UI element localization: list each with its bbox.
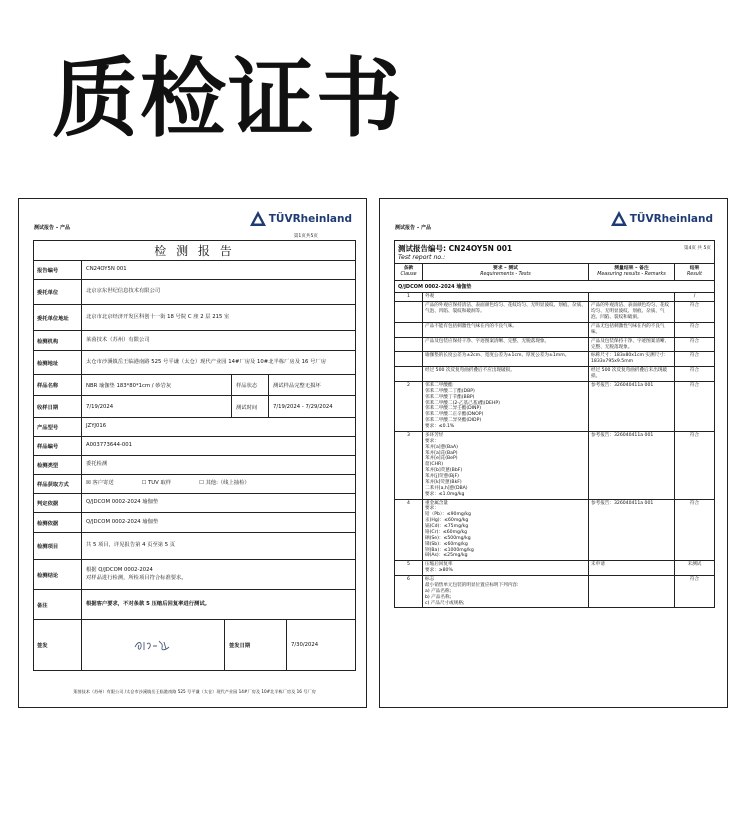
table-row (395, 500, 714, 562)
tuv-logo (611, 211, 713, 226)
row-remarks (34, 590, 355, 620)
cell-req: 瑜伽垫的长度公差为±2cm、宽度公差为±1cm、厚度公差为±1mm。 (423, 352, 589, 366)
cell-no: 6 (395, 576, 423, 607)
value: A003773644-001 (86, 442, 132, 449)
value (82, 560, 355, 589)
cell-meas: 标称尺寸：183x80x1cm 实测尺寸：1833x795x9.5mm (589, 352, 675, 366)
label: 检测地址 (34, 351, 82, 374)
checkbox-client-send: ☒ 客户寄送 (86, 480, 114, 487)
table-row (395, 323, 714, 338)
cell-no: 3 (395, 432, 423, 499)
row-sample-no (34, 437, 355, 456)
tuv-logo (250, 211, 352, 226)
table-row (395, 352, 714, 367)
label: 备注 (34, 590, 82, 619)
cell-meas: 参考报告：326040411a 001 (589, 382, 675, 431)
value: 共 5 项目，详见报告第 4 页至第 5 页 (86, 542, 176, 549)
headline-title: 质检证书 (52, 49, 404, 149)
table-row (395, 302, 714, 323)
value: 7/19/2024 - 7/29/2024 (273, 403, 333, 410)
cell-no (395, 367, 423, 381)
label: 检测类型 (34, 456, 82, 474)
conclusion-line: 对样品进行检测，所检项目符合标准要求。 (86, 574, 187, 581)
value: Q/JDCOM 0002-2024 瑜伽垫 (86, 518, 159, 525)
signature-cell (82, 620, 225, 670)
value: 根据客户要求，不对条款 5 压缩后回复率进行测试。 (86, 600, 210, 607)
cell-req: 重金属含量 要求： 铅（Pb）：≤90mg/kg 汞(Hg)：≤60mg/kg 镉(Cd)：≤75mg/kg 铬(Cr)：≤60mg/kg 硒(Se)：≤500mg/kg 锑(Sb)：≤60mg/kg 钡(Ba)：≤1000mg/kg 砷(As)：≤25mg/kg (423, 500, 589, 561)
header-requirements: 要求 – 测试 Requirements - Tests (423, 264, 589, 280)
label: 判定依据 (34, 494, 82, 512)
value: Q/JDCOM 0002-2024 瑜伽垫 (86, 499, 159, 506)
cell-no: 1 (395, 293, 423, 301)
value: 测试样品完整无损坏 (273, 383, 321, 389)
page-number: 第4页 共 5页 (683, 246, 711, 251)
cell-meas: 产品无包括刺激性气味在内的不良气味。 (589, 323, 675, 337)
cell-req: 产品不能有包括刺激性气味在内的不良气味。 (423, 323, 589, 337)
label: 样品获取方式 (34, 475, 82, 493)
report-page-1 (18, 198, 367, 708)
sample-method-options (82, 475, 355, 493)
row-conclusion (34, 560, 355, 590)
cell-meas: 产品的外观清洁、表面颜色均匀、花纹均匀、无明显波纹、划痕、杂质、气泡、凹陷、裂纹和破洞。 (589, 302, 675, 322)
row-lab-address (34, 351, 355, 375)
cell-no (395, 302, 423, 322)
cell-no (395, 352, 423, 366)
signature-image (133, 638, 173, 653)
row-lab (34, 331, 355, 351)
cell-no: 2 (395, 382, 423, 431)
cell-res: 符合 (689, 382, 700, 388)
table-row (395, 576, 714, 607)
table-row (395, 338, 714, 353)
cell-res: 符合 (689, 500, 700, 506)
label: 检测机构 (34, 331, 82, 350)
conclusion-line: 根据 Q/JDCOM 0002-2024 (86, 567, 153, 574)
results-table (394, 240, 715, 608)
cell-req: 产品的外观应保持清洁、表面颜色均匀、花纹均匀、无明显波纹、划痕、杂质、气泡、凹陷、裂纹和破洞等。 (423, 302, 589, 322)
cell-res: / (693, 294, 696, 300)
cell-res: 符合 (689, 432, 700, 438)
cell-meas: 产品及包装保持干净、字迹图案清晰、完整、无脱落现象。 (589, 338, 675, 352)
report-number (395, 241, 714, 254)
standard-name: Q/JDCOM 0002-2024 瑜伽垫 (395, 281, 714, 293)
header-measuring: 测量结果 – 备注 Measuring results - Remarks (589, 264, 675, 280)
row-report-no (34, 261, 355, 280)
value: 委托检测 (86, 461, 108, 468)
cell-res: 符合 (689, 353, 700, 359)
value: NBR 瑜伽垫 183*80*1cm / 砂岩灰 (82, 375, 232, 395)
page-number: 第1页共5页 (293, 234, 318, 239)
value: CN24OY5N 001 (86, 266, 127, 273)
cell-no (395, 323, 423, 337)
label: 检测项目 (34, 533, 82, 559)
row-test-type (34, 456, 355, 475)
label: 检测依据 (34, 513, 82, 532)
header-result: 结果 Result (686, 266, 703, 278)
top-label: 测试报告 – 产品 (34, 225, 70, 231)
row-client (34, 280, 355, 305)
table-row (395, 367, 714, 382)
report-number-en: Test report no.: (395, 254, 714, 264)
row-receive-date (34, 396, 355, 418)
cell-req: 邻苯二甲酸酯 邻苯二甲酸二丁酯(DBP) 邻苯二甲酸丁苄酯(BBP) 邻苯二甲酸二(2-乙基己基)酯(DEHP) 邻苯二甲酸二异壬酯(DINP) 邻苯二甲酸二正辛酯(DNOP) 邻苯二甲酸二异癸酯(DIDP) 要求：≤0.1% (423, 382, 589, 431)
label: 产品型号 (34, 418, 82, 436)
value: 7/19/2024 (82, 396, 232, 417)
cell-meas (589, 576, 675, 607)
cell-res: 符合 (689, 303, 700, 309)
value: 太仓市沙溪镇岳王临港南路 525 号平谦（太仓）现代产业园 14#厂房及 10#北半栋厂房及 16 号厂房 (86, 358, 326, 365)
cell-res: 符合 (689, 368, 700, 374)
cell-req: 经过 500 次反复弯曲折叠后不应出现破损。 (423, 367, 589, 381)
value: 北京市北京经济开发区科创十一街 18 号院 C 座 2 层 215 室 (86, 313, 230, 320)
row-model (34, 418, 355, 437)
value: 莱茵技术（苏州）有限公司 (86, 336, 150, 343)
checkbox-tuv-sampling: ☐ TUV 取样 (141, 480, 172, 487)
page-footer: 莱茵技术（苏州）有限公司 /太仓市沙溪镇岳王临港南路 525 号平谦（太仓）现代产业园 14#厂房及 10#北半栋厂房及 16 号厂房 (73, 689, 316, 694)
cell-req: 多环芳烃 要求： 苯并[a]蒽(BaA) 苯并[a]芘(BaP) 苯并[e]芘(BeP) 䓛(CHR) 苯并[b]荧蒽(BbF) 苯并[j]荧蒽(BjF) 苯并[k]荧蒽(BkF) 二苯并[a,h]蒽(DBA) 要求：≤1.0mg/kg (423, 432, 589, 499)
row-client-address (34, 305, 355, 331)
cell-no: 5 (395, 561, 423, 575)
value: 7/30/2024 (291, 642, 319, 648)
row-test-basis (34, 513, 355, 533)
cell-res: 符合 (689, 577, 700, 583)
cell-meas: 参考报告：326040411a 001 (589, 432, 675, 499)
report-title: 检 测 报 告 (34, 241, 355, 261)
row-items (34, 533, 355, 560)
cell-req: 外观 (423, 293, 589, 301)
label: 报告编号 (34, 261, 82, 279)
label: 委托单位地址 (34, 305, 82, 330)
cell-req: 标志 最小销售单元包装的明显位置应标明下列内容: a) 产品名称; b) 产品名称; c) 产品尺寸或规格; (423, 576, 589, 607)
tuv-brand-text: TÜVRheinland (268, 212, 352, 225)
checkbox-other: ☐ 其他:（线上抽检） (199, 480, 250, 487)
report-number-text: 测试报告编号: CN24OY5N 001 (398, 244, 513, 253)
cell-meas: 经过 500 次反复弯曲折叠后未出现破损。 (589, 367, 675, 381)
label: 委托单位 (34, 280, 82, 304)
label: 检测结论 (34, 560, 82, 589)
row-sample-method (34, 475, 355, 494)
report-page-4 (379, 198, 728, 708)
cell-res: 未测试 (687, 562, 702, 568)
cell-req: 压缩后回复率 要求：≥80% (423, 561, 589, 575)
cell-req: 产品及包装应保持干净、字迹图案清晰、完整、无脱落现象。 (423, 338, 589, 352)
value: 北京京东世纪信息技术有限公司 (86, 288, 161, 295)
table-row (395, 293, 714, 302)
row-judge-basis (34, 494, 355, 513)
cell-res: 符合 (689, 338, 700, 344)
top-label: 测试报告 – 产品 (395, 225, 431, 231)
header-clause: 条款 Clause (395, 264, 423, 280)
cell-meas (589, 293, 675, 301)
table-row (395, 382, 714, 432)
results-rows (395, 293, 714, 607)
label: 测试时间 (232, 396, 269, 417)
tuv-triangle-icon (250, 211, 266, 226)
cell-meas: 未申请 (589, 561, 675, 575)
row-sample-name (34, 375, 355, 396)
tuv-triangle-icon (611, 211, 627, 226)
label: 收样日期 (34, 396, 82, 417)
table-row (395, 432, 714, 500)
label: 样品编号 (34, 437, 82, 455)
table-row (395, 561, 714, 576)
label: 样品名称 (34, 375, 82, 395)
row-issue (34, 620, 355, 670)
label: 签发 (34, 620, 82, 670)
column-headers (395, 264, 714, 281)
cell-no: 4 (395, 500, 423, 561)
value: JZYJ016 (86, 423, 107, 430)
cell-no (395, 338, 423, 352)
report-table (33, 240, 356, 671)
label: 签发日期 (225, 620, 287, 670)
tuv-brand-text: TÜVRheinland (629, 212, 713, 225)
cell-meas: 参考报告：326040411a 001 (589, 500, 675, 561)
label: 样品状态 (232, 375, 269, 395)
cell-res: 符合 (689, 323, 700, 329)
